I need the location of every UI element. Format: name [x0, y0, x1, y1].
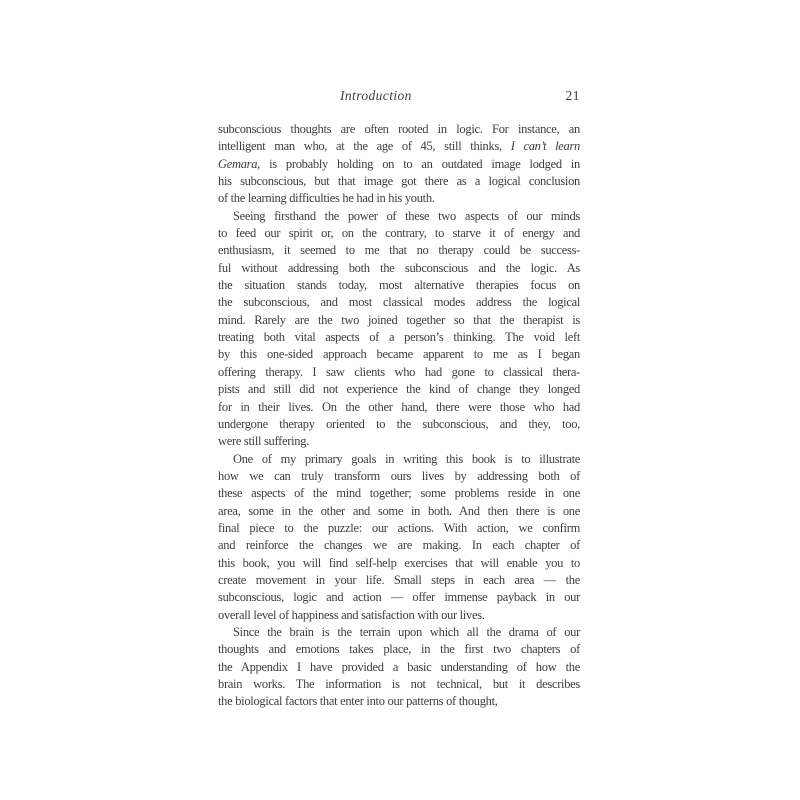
text-line: undergone therapy oriented to the subconscious, and they, too,	[218, 416, 580, 431]
text-line: intelligent man who, at the age of 45, still thinks, I can’t learn	[218, 139, 580, 154]
running-header	[218, 87, 580, 105]
text-line: area, some in the other and some in both. And then there is one	[218, 503, 580, 518]
text-line: mind. Rarely are the two joined together so that the therapist is	[218, 312, 580, 327]
text-line: subconscious, logic and action — offer immense payback in our	[218, 590, 580, 605]
text-line: subconscious thoughts are often rooted in logic. For instance, an	[218, 122, 580, 136]
text-line: final piece to the puzzle: our actions. With action, we confirm	[218, 520, 580, 535]
text-line: to feed our spirit or, on the contrary, to starve it of energy and	[218, 226, 580, 241]
paragraph	[218, 624, 580, 711]
text-line: were still suffering.	[218, 434, 310, 449]
page-number: 21	[565, 88, 580, 103]
text-line: create movement in your life. Small steps in each area — the	[218, 572, 580, 587]
body-text	[218, 121, 580, 711]
text-line: treating both vital aspects of a person’s thinking. The void left	[218, 330, 580, 345]
text-line: Gemara, is probably holding on to an outdated image lodged in	[218, 156, 580, 171]
text-line: the Appendix I have provided a basic understanding of how the	[218, 659, 580, 674]
text-line: One of my primary goals in writing this book is to illustrate	[233, 451, 580, 466]
text-line: the situation stands today, most alternative therapies focus on	[218, 278, 580, 293]
text-line: these aspects of the mind together; some problems reside in one	[218, 486, 580, 501]
text-line: his subconscious, but that image got there as a logical conclusion	[218, 174, 580, 189]
text-line: for in their lives. On the other hand, there were those who had	[218, 399, 580, 414]
text-line: of the learning difficulties he had in his youth.	[218, 191, 435, 206]
text-line: by this one-sided approach became apparent to me as I began	[218, 347, 580, 362]
text-line: this book, you will find self-help exercises that will enable you to	[218, 555, 580, 570]
text-line: brain works. The information is not technical, but it describes	[218, 677, 580, 691]
text-line: the biological factors that enter into our patterns of thought,	[218, 694, 498, 709]
text-line: overall level of happiness and satisfaction with our lives.	[218, 607, 485, 622]
text-line: how we can truly transform ours lives by addressing both of	[218, 468, 580, 483]
text-line: Since the brain is the terrain upon which all the drama of our	[233, 624, 580, 639]
text-line: offering therapy. I saw clients who had gone to classical thera-	[218, 364, 580, 379]
text-line: enthusiasm, it seemed to me that no therapy could be success-	[218, 243, 580, 258]
text-line: the subconscious, and most classical modes address the logical	[218, 295, 580, 310]
text-line: ful without addressing both the subconscious and the logic. As	[218, 260, 580, 275]
chapter-title: Introduction	[340, 88, 412, 103]
text-line: and reinforce the changes we are making. In each chapter of	[218, 538, 580, 553]
paragraph	[218, 208, 580, 451]
paragraph	[218, 451, 580, 624]
text-line: Seeing firsthand the power of these two aspects of our minds	[233, 208, 580, 223]
text-line: thoughts and emotions takes place, in the first two chapters of	[218, 642, 580, 657]
text-line: pists and still did not experience the kind of change they longed	[218, 382, 580, 397]
paragraph	[218, 121, 580, 208]
